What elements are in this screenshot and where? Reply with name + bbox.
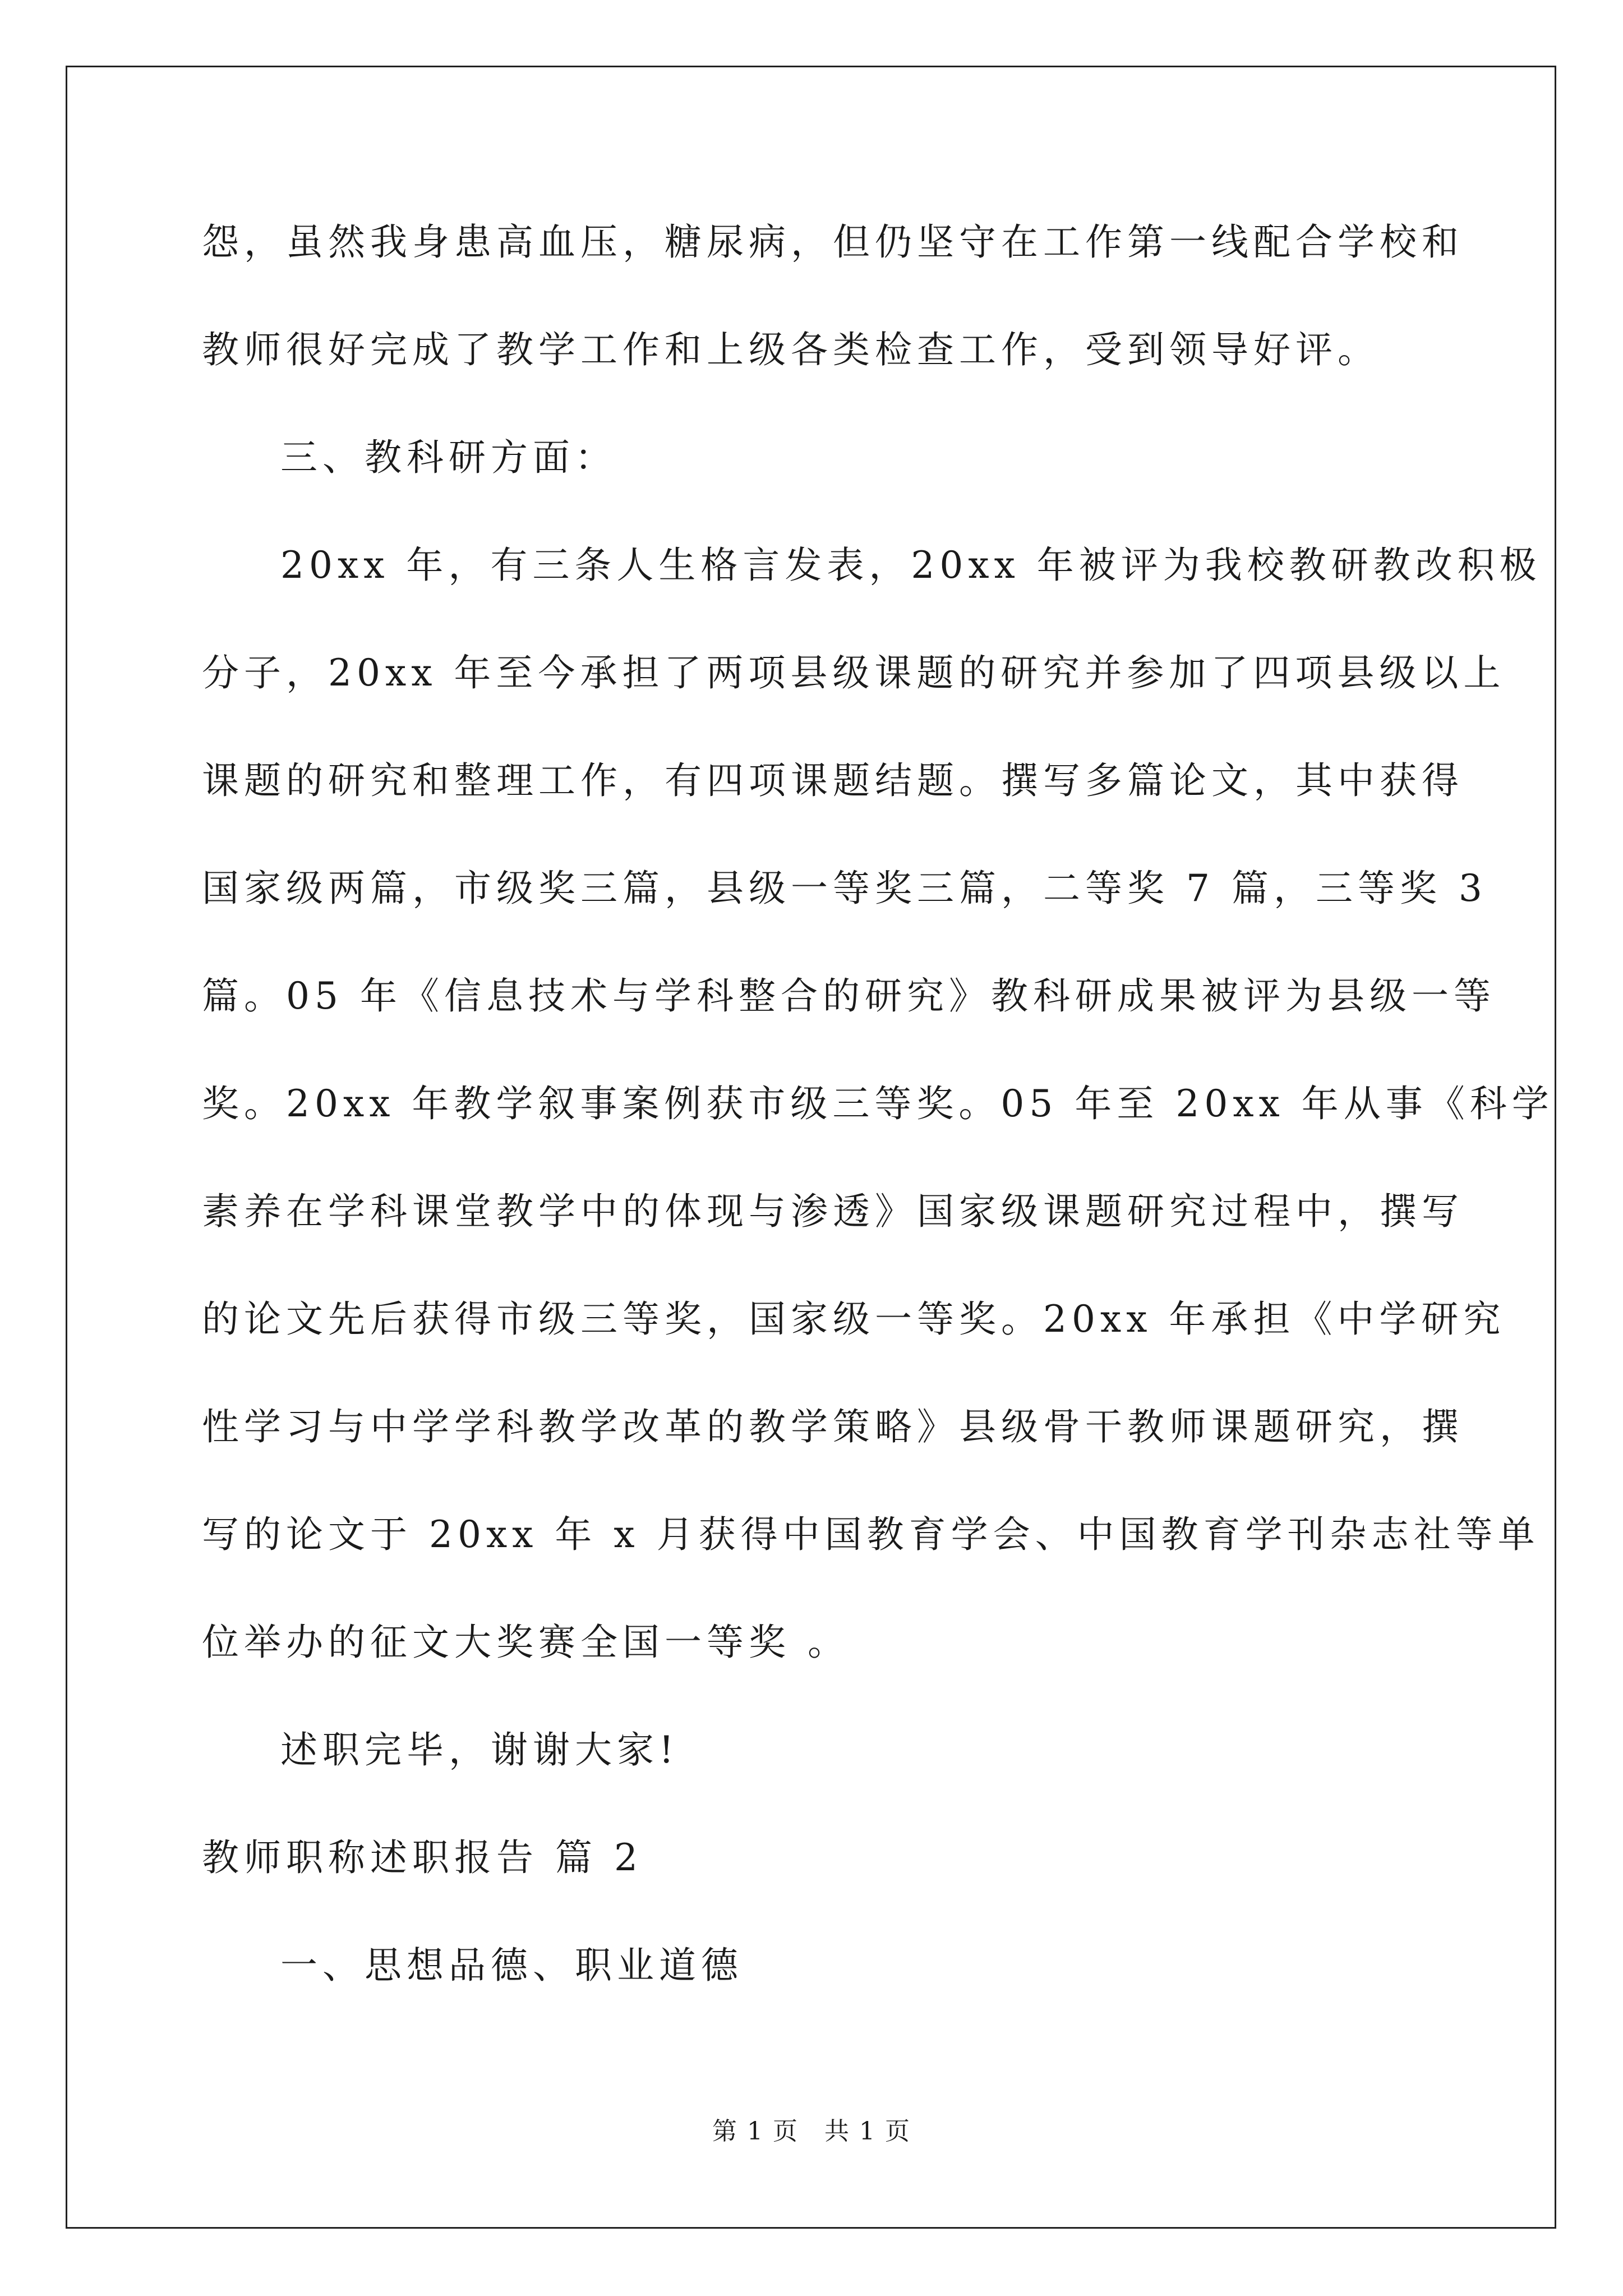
paragraph-line: 教师很好完成了教学工作和上级各类检查工作，受到领导好评。 <box>202 328 1380 371</box>
page-border <box>66 66 1556 2229</box>
paragraph-line: 写的论文于 20xx 年 x 月获得中国教育学会、中国教育学刊杂志社等单 <box>202 1513 1540 1556</box>
section-heading: 三、教科研方面： <box>280 436 617 479</box>
paragraph-line: 性学习与中学学科教学改革的教学策略》县级骨干教师课题研究，撰 <box>202 1405 1464 1448</box>
paragraph-line: 怨，虽然我身患高血压，糖尿病，但仍坚守在工作第一线配合学校和 <box>202 220 1464 264</box>
paragraph-line: 国家级两篇，市级奖三篇，县级一等奖三篇，二等奖 7 篇，三等奖 3 <box>202 867 1487 910</box>
closing-line: 述职完毕，谢谢大家! <box>280 1728 679 1772</box>
paragraph-line: 课题的研究和整理工作，有四项课题结题。撰写多篇论文，其中获得 <box>202 759 1464 802</box>
paragraph-line: 20xx 年，有三条人生格言发表，20xx 年被评为我校教研教改积极 <box>280 544 1542 587</box>
paragraph-line: 素养在学科课堂教学中的体现与渗透》国家级课题研究过程中，撰写 <box>202 1190 1464 1233</box>
section-heading: 一、思想品德、职业道德 <box>280 1944 743 1987</box>
page-number: 第 1 页 共 1 页 <box>712 2117 911 2146</box>
paragraph-line: 的论文先后获得市级三等奖，国家级一等奖。20xx 年承担《中学研究 <box>202 1297 1506 1341</box>
paragraph-line: 篇。05 年《信息技术与学科整合的研究》教科研成果被评为县级一等 <box>202 974 1496 1018</box>
paragraph-line: 奖。20xx 年教学叙事案例获市级三等奖。05 年至 20xx 年从事《科学 <box>202 1082 1554 1125</box>
paragraph-line: 位举办的征文大奖赛全国一等奖 。 <box>202 1621 850 1664</box>
document-title: 教师职称述职报告 篇 2 <box>202 1836 643 1879</box>
paragraph-line: 分子，20xx 年至今承担了两项县级课题的研究并参加了四项县级以上 <box>202 651 1506 694</box>
